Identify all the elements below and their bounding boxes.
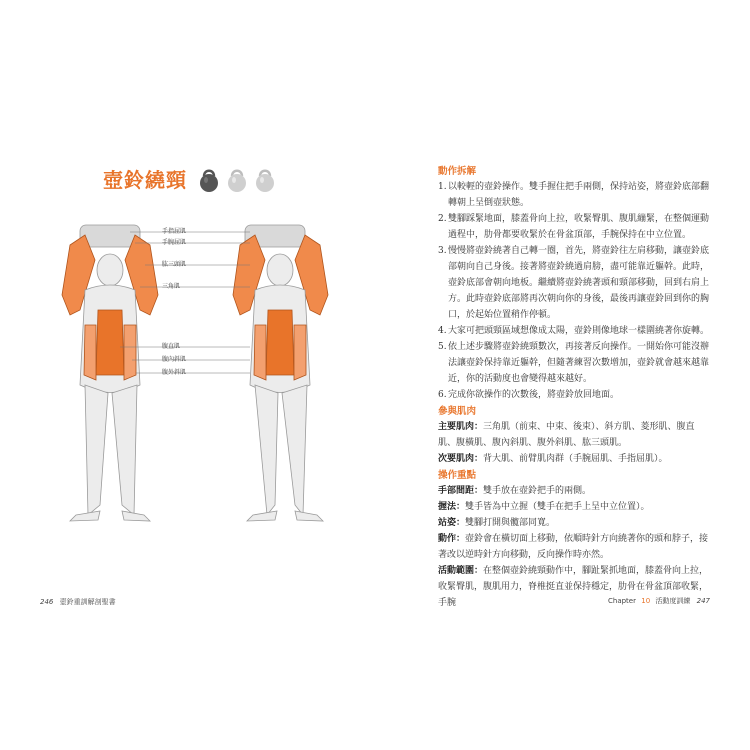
focus-label: 活動範圍：	[438, 566, 484, 576]
step-item	[438, 243, 710, 323]
step-number: 1.	[438, 182, 447, 192]
section-title-steps: 動作拆解	[438, 166, 477, 177]
step-text: 慢慢將壺鈴繞著自己轉一圈，首先，將壺鈴往左肩移動，讓壺鈴底部朝向自己身後。接著將壺鈴繞過肩膀，盡可能靠近軀幹。此時，壺鈴底部會朝向地板。繼續將壺鈴繞著頭和頸部移動，回到右肩上方。此時壺鈴底部將再次朝向你的身後，最後再讓壺鈴回到你的胸口，於起始位置稍作停頓。	[448, 246, 710, 320]
step-number: 2.	[438, 214, 447, 224]
focus-text: 壺鈴會在橫切面上移動，依順時針方向繞著你的頭和脖子，接著改以逆時針方向移動，反向操作時亦然。	[438, 534, 709, 560]
focus-text: 雙腳打開與髖部同寬。	[465, 518, 556, 528]
page-number: 246	[40, 598, 54, 606]
step-text: 依上述步驟將壺鈴繞頸數次，再接著反向操作。一開始你可能沒辦法讓壺鈴保持靠近軀幹，但隨著練習次數增加，壺鈴就會越來越靠近，你的活動度也會變得越來越好。	[448, 342, 710, 384]
secondary-muscles-label: 次要肌肉：	[438, 454, 484, 464]
secondary-muscles	[438, 451, 710, 467]
instruction-column	[438, 163, 710, 611]
step-item	[438, 387, 710, 403]
chapter-number: 10	[641, 597, 651, 605]
secondary-muscles-text: 背大肌、前臂肌肉群（手腕屈肌、手指屈肌）。	[483, 454, 668, 464]
muscle-label: 手腕屈肌	[162, 239, 187, 246]
focus-label: 握法：	[438, 502, 466, 512]
focus-item	[438, 499, 710, 515]
focus-label: 手部間距：	[438, 486, 484, 496]
step-text: 雙腳踩緊地面，膝蓋骨向上拉，收緊臀肌、腹肌繃緊，在整個運動過程中，肋骨都要收緊於在骨盆頂部，手腕保持在中立位置。	[448, 214, 710, 240]
chapter-title: 活動度訓練	[655, 597, 691, 605]
focus-item	[438, 515, 710, 531]
exercise-title: 壺鈴繞頸	[103, 168, 187, 192]
primary-muscles-text: 三角肌（前束、中束、後束）、斜方肌、菱形肌、腹直肌、腹橫肌、腹內斜肌、腹外斜肌、肱三頭肌。	[438, 422, 695, 448]
focus-text: 雙手放在壺鈴把手的兩側。	[483, 486, 592, 496]
step-number: 6.	[438, 390, 447, 400]
step-item	[438, 339, 710, 387]
page-number: 247	[696, 597, 710, 605]
section-title-muscles: 參與肌肉	[438, 406, 477, 417]
difficulty-rating	[197, 165, 277, 193]
step-item	[438, 179, 710, 211]
anatomy-illustration	[40, 215, 370, 535]
muscle-label: 腹直肌	[162, 343, 181, 350]
section-title-focus: 操作重點	[438, 470, 477, 481]
step-item	[438, 211, 710, 243]
step-text: 以較輕的壺鈴操作。雙手握住把手兩側，保持站姿，將壺鈴底部翻轉朝上呈倒壺狀態。	[448, 182, 710, 208]
focus-item	[438, 531, 710, 563]
muscle-label: 三角肌	[162, 283, 181, 290]
muscle-label: 手指屈肌	[162, 228, 187, 235]
focus-label: 動作：	[438, 534, 466, 544]
muscle-label: 腹內斜肌	[162, 356, 187, 363]
step-number: 4.	[438, 326, 447, 336]
focus-label: 站姿：	[438, 518, 466, 528]
muscle-label: 腹外斜肌	[162, 369, 187, 376]
muscle-label: 肱三頭肌	[162, 261, 187, 268]
focus-text: 雙手皆為中立握（雙手在把手上呈中立位置）。	[465, 502, 650, 512]
step-number: 3.	[438, 246, 447, 256]
kettlebell-icon-empty	[225, 165, 249, 193]
chapter-label: Chapter	[608, 597, 636, 605]
focus-item	[438, 483, 710, 499]
footer-right	[608, 596, 710, 606]
step-text: 完成你欲操作的次數後，將壺鈴放回地面。	[448, 390, 620, 400]
exercise-header	[103, 164, 277, 193]
kettlebell-icon-empty	[253, 165, 277, 193]
kettlebell-icon-filled	[197, 165, 221, 193]
book-title: 壺鈴重訓解剖聖書	[59, 598, 116, 606]
primary-muscles-label: 主要肌肉：	[438, 422, 484, 432]
step-item	[438, 323, 710, 339]
footer-left	[40, 597, 116, 607]
step-text: 大家可把頭頸區域想像成太陽，壺鈴則像地球一樣圍繞著你旋轉。	[448, 326, 710, 336]
focus-text: 在整個壺鈴繞頸動作中，腳趾緊抓地面，膝蓋骨向上拉，收緊臀肌，腹肌用力，脊椎挺直並保持穩定，肋骨在骨盆頂部收緊，手腕	[438, 566, 709, 608]
primary-muscles	[438, 419, 710, 451]
step-number: 5.	[438, 342, 447, 352]
